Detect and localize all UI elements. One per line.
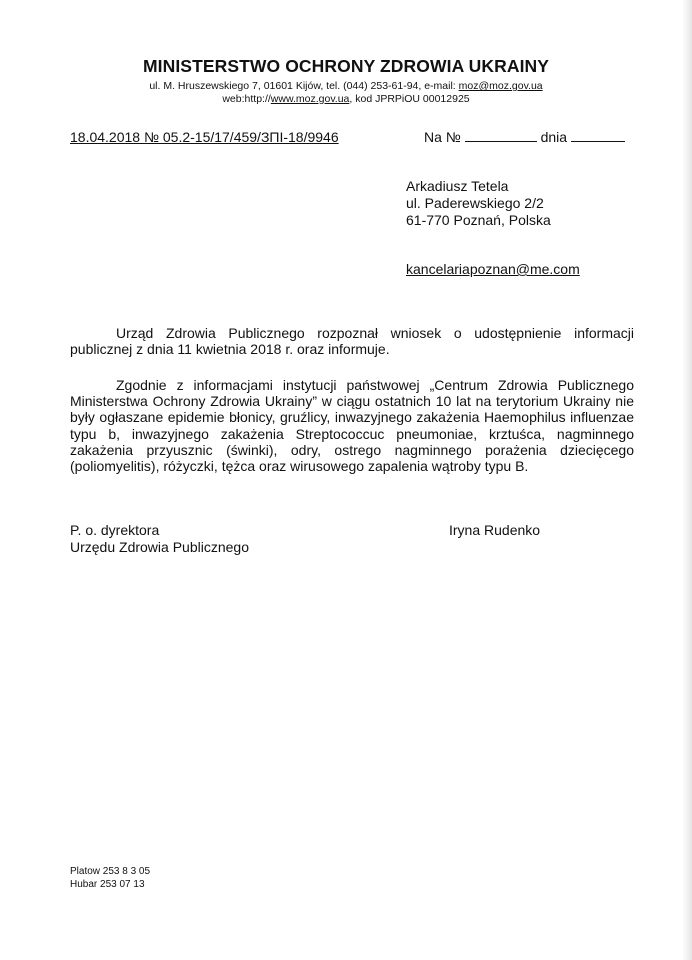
- signatory-name: Iryna Rudenko: [449, 522, 541, 538]
- ministry-address: [0, 80, 692, 92]
- signatory-role: P. o. dyrektora: [70, 522, 160, 538]
- signatory-institution: Urzędu Zdrowia Publicznego: [70, 539, 249, 555]
- paragraph-1-line: Urząd Zdrowia Publicznego rozpoznał wniosek o udostępnienie informacji: [116, 325, 634, 341]
- recipient-email-link[interactable]: kancelariapoznan@me.com: [406, 261, 580, 277]
- ministry-web-link[interactable]: www.moz.gov.ua: [270, 93, 350, 105]
- paragraph-2-line: typu b, inwazyjnego zakażenia Streptococcuc pneumoniae, krztuśca, nagminnego: [70, 425, 634, 442]
- ministry-web-line: [0, 93, 692, 105]
- recipient-name: Arkadiusz Tetela: [406, 178, 509, 194]
- dnia-label: dnia: [540, 129, 568, 145]
- na-blank: [465, 140, 537, 142]
- footer-contact-2: Hubar 253 07 13: [70, 879, 145, 890]
- web-prefix: web:http://: [222, 93, 271, 105]
- paragraph-2-line: (poliomyelitis), różyczki, tężca oraz wirusowego zapalenia wątroby typu B.: [70, 458, 529, 475]
- recipient-street: ul. Paderewskiego 2/2: [406, 195, 544, 211]
- address-text: ul. M. Hruszewskiego 7, 01601 Kijów, tel. (044) 253-61-94, e-mail:: [149, 80, 459, 92]
- ministry-code: , kod JPRPiOU 00012925: [349, 93, 470, 105]
- reference-number: 18.04.2018 № 05.2-15/17/459/ЗПІ-18/9946: [70, 129, 339, 145]
- na-label: Na №: [424, 129, 461, 145]
- paragraph-2-line: zakażenia przyusznic (świnki), odry, ostrego nagminnego porażenia dziecięcego: [70, 441, 634, 458]
- recipient-city: 61-770 Poznań, Polska: [406, 212, 551, 228]
- ministry-email-link[interactable]: moz@moz.gov.ua: [458, 80, 543, 92]
- footer-contact-1: Platow 253 8 3 05: [70, 866, 151, 877]
- page-edge-shadow: [682, 0, 692, 960]
- paragraph-2-line: Zgodnie z informacjami instytucji państwowej „Centrum Zdrowia Publicznego: [116, 377, 634, 393]
- dnia-blank: [571, 140, 625, 142]
- paragraph-2-line: Ministerstwa Ochrony Zdrowia Ukrainy” w ciągu ostatnich 10 lat na terytorium Ukrainy nie: [70, 393, 634, 410]
- incoming-reference: [424, 129, 625, 145]
- paragraph-1-line: publicznej z dnia 11 kwietnia 2018 r. oraz informuje.: [70, 341, 390, 358]
- ministry-title: MINISTERSTWO OCHRONY ZDROWIA UKRAINY: [142, 56, 550, 76]
- paragraph-2: [70, 377, 634, 474]
- paragraph-2-line: były ogłaszane epidemie błonicy, gruźlicy, inwazyjnego zakażenia Haemophilus influenzae: [70, 409, 634, 426]
- paragraph-1: [70, 325, 634, 357]
